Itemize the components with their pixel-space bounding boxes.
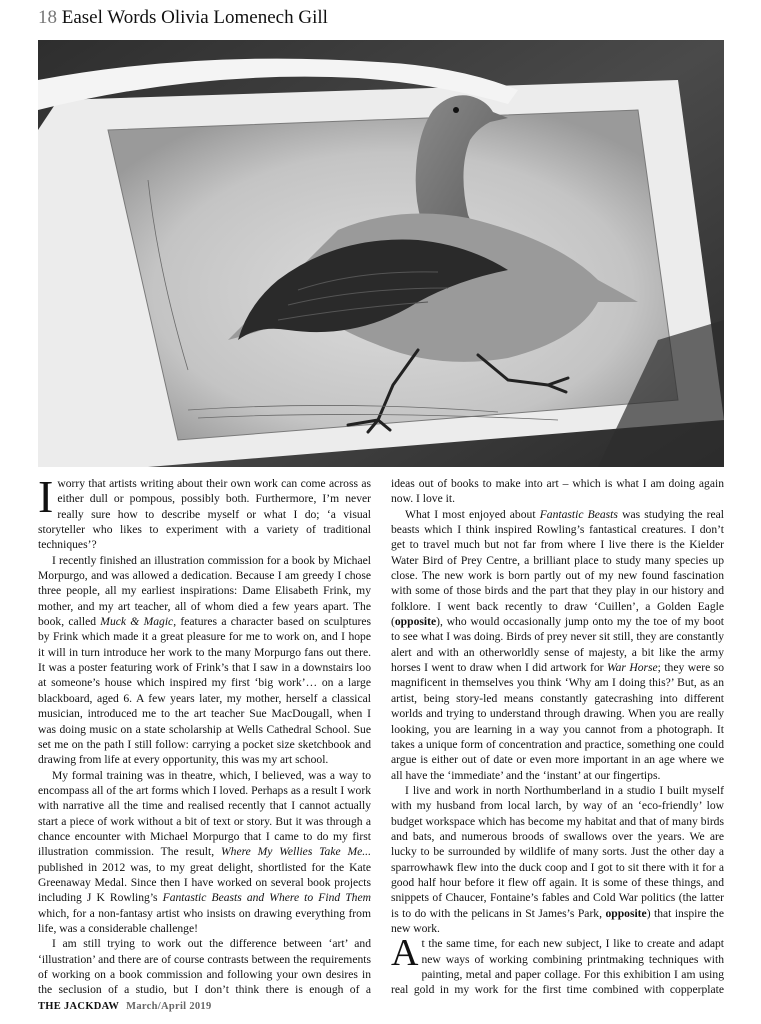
paragraph-text: t the same time, for each new subject, I like to create and adapt new ways of working combining printmaking techniques with painting, metal and paper collage. For this exhibition I am using real gold in my work for the first time combined with copperplate: [391, 937, 724, 996]
paragraph-text: which, for a non-fantasy artist who insists on drawing everything from life, was a considerable challenge!: [38, 906, 371, 935]
article-paragraph: [391, 932, 724, 996]
article-paragraph: [391, 783, 724, 936]
article-paragraph: [38, 768, 371, 937]
paragraph-text: I live and work in north Northumberland in a studio I built myself with my husband from local larch, by way of an ‘eco-friendly’ low budget workspace which has become my habitat and that of many birds and bats, and numerous broods of swallows over the years. We are lucky to be surrounded by wildlife of many sorts. Just the other day a sparrowhawk flew into the duck coop and I got to sit there with it for a good half hour before it flew off again. It is some of these things, and snippets of Chaucer, Fontaine’s fables and Cold War politics (the latter is to do with the pelicans in St James’s Park,: [391, 783, 724, 920]
paragraph-text: ), who would occasionally jump onto my the toe of my boot to see what I was doing. Birds of prey never sit still, they are constantly alert and with an otherworldly sense of majesty, a bit like the army horses I went to draw when I did artwork for: [391, 615, 724, 675]
article-paragraph: [391, 507, 724, 783]
page-title: Easel Words Olivia Lomenech Gill: [61, 7, 328, 28]
paragraph-text: My formal training was in theatre, which, I believed, was a way to encompass all of the art forms which I loved. Perhaps as a result I work with narrative all the time and realised recently that I cannot actually start a piece of work without a bit of text or story. But it was through a chance encounter with Michael Morpurgo that I came to do my first illustration commission. The result,: [38, 768, 371, 859]
article-column-right: [391, 476, 724, 996]
article-paragraph: [38, 476, 371, 553]
publication-name: THE JACKDAW: [38, 1001, 120, 1012]
paragraph-text: was studying the real beasts which I think inspired Rowling’s fantastical creatures. I don’t get to travel much but not far from where I live there is the Kielder Water Bird of Prey Centre, a brilliant place to study many species up close. The new work is born partly out of my new found fascination with some of those birds and the part that they play in our history and folklore. I went back recently to draw ‘Cuillen’, a Golden Eagle (: [391, 507, 724, 629]
paragraph-text: I recently finished an illustration commission for a book by Michael Morpurgo, and was allowed a dedication. Because I am greedy I chose three people, all my earliest inspirations: Dame Elisabeth Frink, my mother, and my art teacher, all of whom died a few years apart. The book, called: [38, 553, 371, 629]
drop-cap: A: [391, 932, 419, 975]
paragraph-text: published in 2012 was, to my great delight, shortlisted for the Kate Greenaway Medal. Since then I have worked on several book projects including J K Rowling’s: [38, 860, 371, 905]
article-paragraph: [38, 936, 371, 996]
book-title: Fantastic Beasts and Where to Find Them: [162, 891, 371, 905]
cross-reference: opposite: [394, 615, 437, 629]
issue-date: March/April 2019: [126, 1001, 212, 1012]
goose-etching-photo: [38, 40, 724, 467]
page-footer: [38, 1001, 212, 1012]
paragraph-text: , features a character based on sculptures by Frink which made it a great pleasure for me to work on, and I hope it will in turn introduce her work to the many Morpurgo fans out there. It was a poster featuring work of Frink’s that I saw in a downstairs loo at someone’s house which inspired my first ‘big work’… on a large blackboard, aged 6. A few years later, my mother, herself a classical musician, introduced me to the art teacher Sue MacDougall, when I was doing music on a state scholarship at Wells Cathedral School. Sue set me on the path I still follow: carrying a pocket size sketchbook and drawing from life at every opportunity, this was my art school.: [38, 615, 371, 767]
article-column-left: [38, 476, 371, 996]
page-number: 18: [38, 7, 57, 28]
book-title: Muck & Magic: [100, 615, 174, 629]
book-title: War Horse: [606, 661, 658, 675]
book-title: Fantastic Beasts: [539, 507, 618, 521]
paragraph-text: ideas out of books to make into art – which is what I am doing again now. I love it.: [391, 477, 724, 506]
paragraph-text: I am still trying to work out the difference between ‘art’ and ‘illustration’ and there are of course contrasts between the requirements of working on a book commission and following your own desires in the seclusion of a studio, but I don’t think there is enough of a: [38, 937, 371, 996]
paragraph-text: What I most enjoyed about: [405, 507, 540, 521]
page-header: [38, 6, 328, 30]
article-paragraph: [391, 476, 724, 507]
paragraph-text: ) that inspire the new work.: [391, 906, 724, 935]
paragraph-text: ; they were so magnificent in themselves you think ‘Why am I doing this?’ But, as an artist, being story-led means constantly gatecrashing into different worlds and trying to understand through drawing. When you are really looking, you are learning in a way you cannot from a photograph. It takes a unique form of concentration and practice, something one could argue is either out of date or even more important in an age where we all have the ‘immediate’ and the ‘instant’ at our fingertips.: [391, 661, 724, 782]
paragraph-text: worry that artists writing about their own work can come across as either dull or pompous, possibly both. Furthermore, I’m never really sure how to describe myself or what I do; ‘a visual storyteller who likes to experiment with a variety of traditional techniques’?: [38, 477, 371, 552]
article-paragraph: [38, 553, 371, 768]
book-title: Where My Wellies Take Me...: [220, 845, 371, 859]
cross-reference: opposite: [605, 906, 647, 920]
drop-cap: I: [38, 476, 54, 522]
